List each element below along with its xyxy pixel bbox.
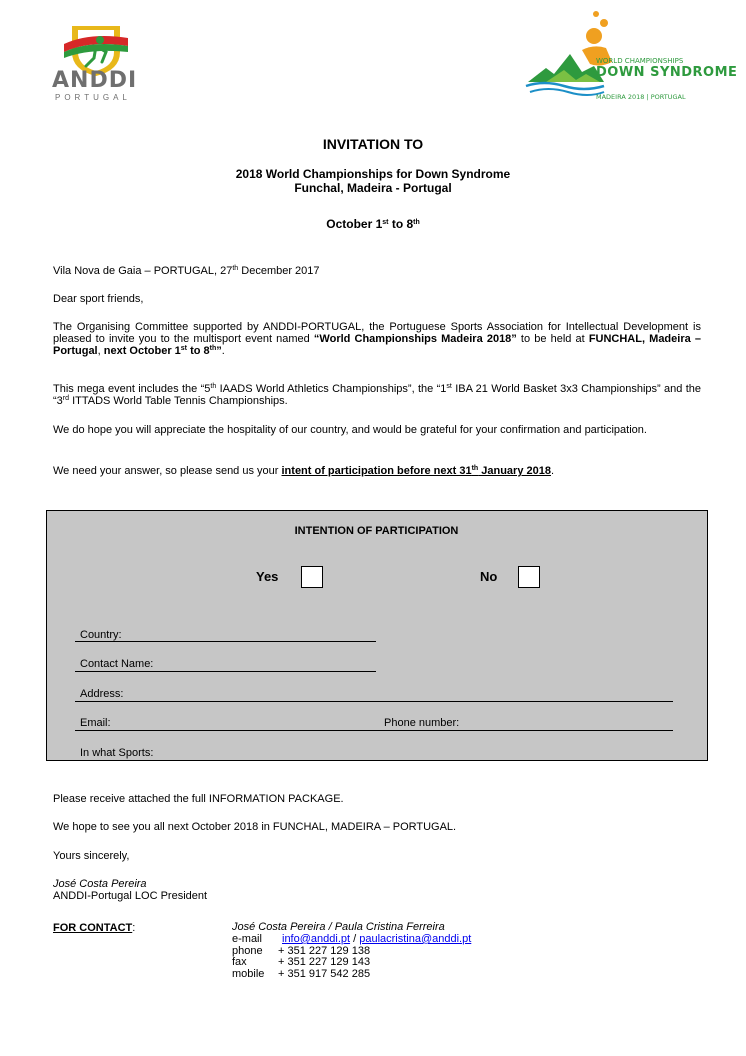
country-label: Country: (80, 629, 122, 641)
contact-names: José Costa Pereira / Paula Cristina Ferreira (232, 921, 445, 933)
sports-label: In what Sports: (80, 747, 154, 759)
address-field[interactable] (75, 701, 673, 702)
anddi-logo-text: ANDDI (52, 68, 138, 93)
hope-text: We hope to see you all next October 2018 in FUNCHAL, MADEIRA – PORTUGAL. (53, 821, 457, 833)
participation-form (46, 510, 708, 761)
contact-fax-row: fax + 351 227 129 143 (232, 956, 371, 968)
dates-mid: to 8 (388, 217, 414, 231)
contact-name-field[interactable] (75, 671, 376, 672)
contact-name-label: Contact Name: (80, 658, 154, 670)
email-link-info[interactable]: info@anddi.pt (282, 933, 351, 945)
dates-sup1: st (382, 219, 389, 226)
address-label: Address: (80, 688, 124, 700)
email-phone-field[interactable] (75, 730, 673, 731)
no-label: No (480, 569, 498, 584)
world-championships-logo (524, 10, 738, 106)
wc-logo-line3: MADEIRA 2018 | PORTUGAL (596, 93, 686, 101)
email-label: Email: (80, 717, 111, 729)
paragraph-deadline: We need your answer, so please send us your intent of participation before next 31th January 2018. (53, 465, 555, 477)
paragraph-invitation: The Organising Committee supported by ANDDI-PORTUGAL, the Portuguese Sports Association for Intellectual Development is pleased to invite you to the multisport event named “World Championships Madeira 2018” to be held at FUNCHAL, Madeira – Portugal, next October 1st to 8th”. (53, 321, 701, 357)
invitation-title: INVITATION TO (322, 136, 424, 152)
dates-sup2: th (413, 219, 420, 226)
yes-label: Yes (256, 569, 279, 584)
form-title: INTENTION OF PARTICIPATION (294, 525, 459, 537)
wc-logo-line2: DOWN SYNDROME (596, 65, 738, 80)
contact-heading: FOR CONTACT: (53, 922, 136, 934)
event-location: Funchal, Madeira - Portugal (294, 181, 452, 195)
dates-start: October 1 (326, 217, 383, 231)
email-link-paula[interactable]: paulacristina@anddi.pt (359, 933, 472, 945)
signer-title: ANDDI-Portugal LOC President (53, 890, 208, 902)
wc-logo-line1: WORLD CHAMPIONSHIPS (596, 57, 684, 65)
info-package-text: Please receive attached the full INFORMATION PACKAGE. (53, 793, 344, 805)
anddi-logo-subtext: PORTUGAL (55, 93, 131, 102)
contact-email-row: e-mail info@anddi.pt / paulacristina@anddi.pt (232, 933, 472, 945)
salutation: Dear sport friends, (53, 293, 144, 305)
paragraph-events: This mega event includes the “5th IAADS World Athletics Championships”, the “1st IBA 21 World Basket 3x3 Championships” and the “3rd ITTADS World Table Tennis Championships. (53, 383, 701, 407)
no-checkbox[interactable] (518, 566, 540, 588)
yes-checkbox[interactable] (301, 566, 323, 588)
anddi-logo (50, 22, 142, 104)
event-dates (0, 217, 746, 231)
place-date: Vila Nova de Gaia – PORTUGAL, 27th December 2017 (53, 265, 320, 277)
paragraph-hospitality: We do hope you will appreciate the hospitality of our country, and would be grateful for your confirmation and participation. (53, 424, 647, 436)
contact-phone-row: phone + 351 227 129 138 (232, 945, 371, 957)
contact-mobile-row: mobile + 351 917 542 285 (232, 968, 371, 980)
signer-name: José Costa Pereira (53, 878, 147, 890)
event-name: 2018 World Championships for Down Syndrome (235, 167, 511, 181)
phone-number-label: Phone number: (384, 717, 460, 729)
regards-text: Yours sincerely, (53, 850, 130, 862)
country-field[interactable] (75, 641, 376, 642)
